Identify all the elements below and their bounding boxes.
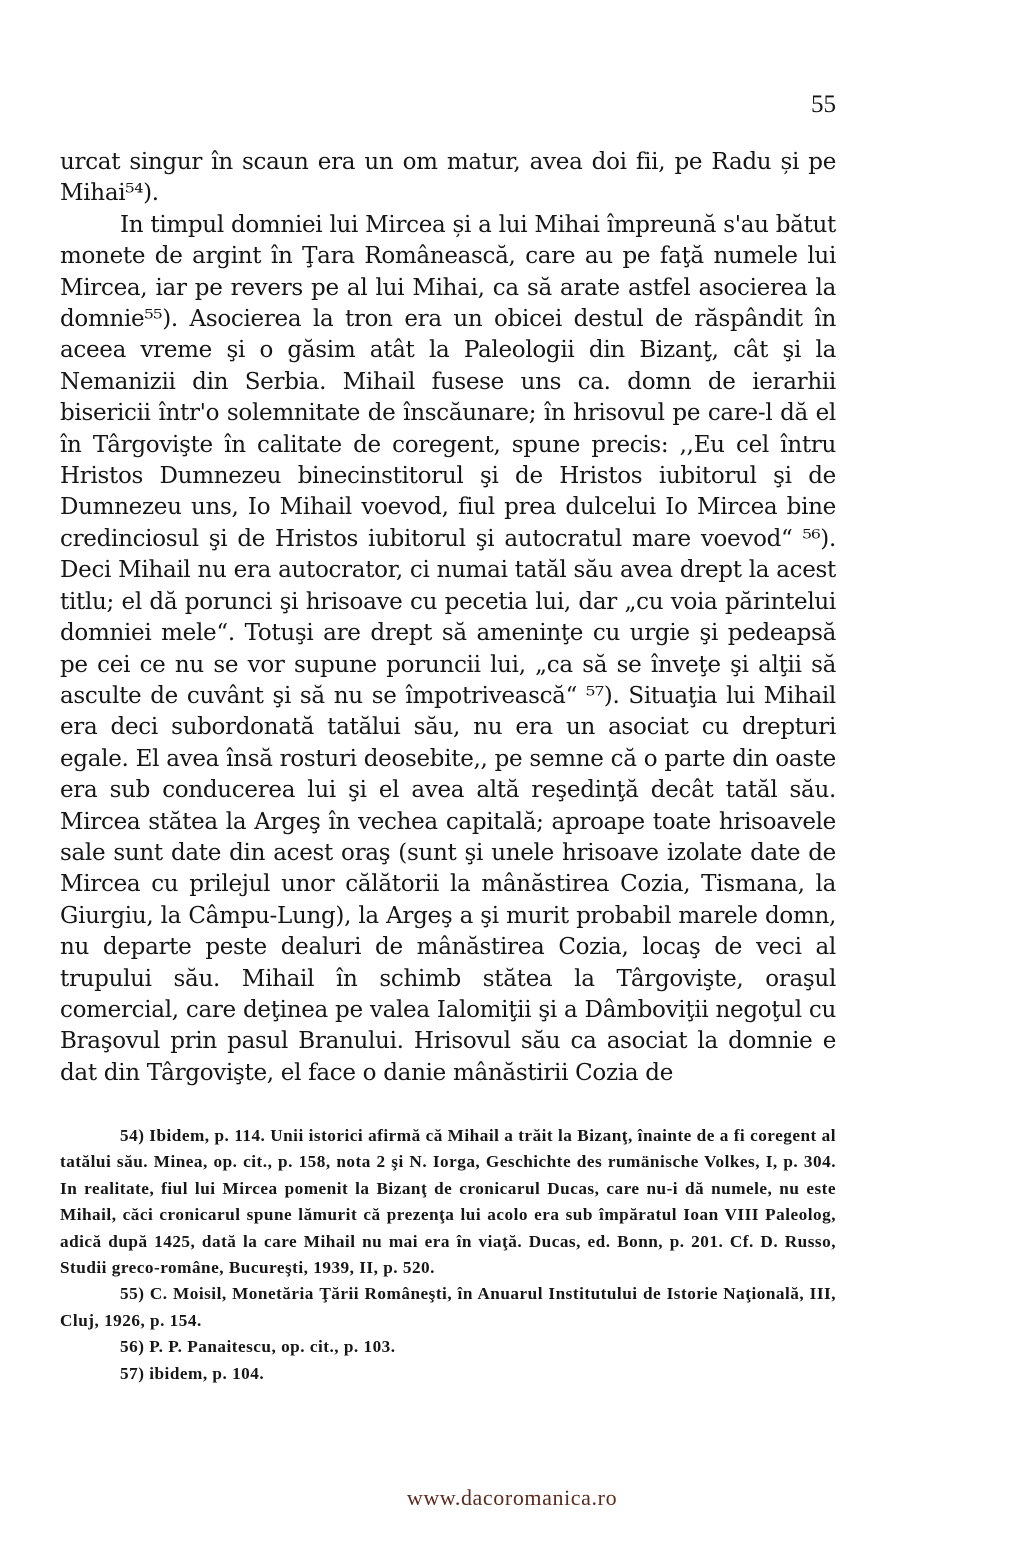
footnote-57: 57) ibidem, p. 104. — [120, 1363, 265, 1383]
footnote-54: 54) Ibidem, p. 114. Unii istorici afirmă că Mihail a trăit la Bizanţ, înainte de a fi coregent al tatălui său. Minea, op. cit., p. 158, nota 2 şi N. Iorga, Geschichte des rumänische Volkes, I, p. 304. In realitate, fiul lui Mircea pomenit la Bizanţ de cronicarul Ducas, care nu-i dă numele, nu este Mihail, căci cronicarul spune lămurit că prezenţa lui acolo era sub împăratul Ioan VIII Paleolog, adică după 1425, dată la care Mihail nu mai era în viaţă. Ducas, ed. Bonn, p. 201. Cf. D. Russo, Studii greco-române, Bucureşti, 1939, II, p. 520. — [60, 1126, 836, 1278]
page-number: 55 — [811, 91, 836, 118]
paragraph-continuation: urcat singur în scaun era un om matur, avea doi fii, pe Radu și pe Mihai⁵⁴). — [60, 149, 836, 207]
footnotes — [60, 1123, 836, 1387]
footnote-56: 56) P. P. Panaitescu, op. cit., p. 103. — [120, 1337, 396, 1357]
body-text — [60, 147, 836, 1089]
footnote-55: 55) C. Moisil, Monetăria Ţării Româneşti, în Anuarul Institutului de Istorie Naţională, III, Cluj, 1926, p. 154. — [60, 1284, 836, 1330]
paragraph-main: In timpul domniei lui Mircea și a lui Mihai împreună s'au bătut monete de argint în Ţara Românească, care au pe faţă numele lui Mircea, iar pe revers pe al lui Mihai, ca să arate astfel asocierea la domnie⁵⁵). Asocierea la tron era un obicei destul de răspândit în aceea vreme şi o găsim atât la Paleologii din Bizanţ, cât şi la Nemanizii din Serbia. Mihail fusese uns ca. domn de ierarhii bisericii într'o solemnitate de înscăunare; în hrisovul pe care-l dă el în Târgovişte în calitate de coregent, spune precis: ,,Eu cel întru Hristos Dumnezeu binecinstitorul şi de Hristos iubitorul şi de Dumnezeu uns, Io Mihail voevod, fiul prea dulcelui Io Mircea bine credinciosul şi de Hristos iubitorul şi autocratul mare voevod“ ⁵⁶). Deci Mihail nu era autocrator, ci numai tatăl său avea drept la acest titlu; el dă porunci şi hrisoave cu pecetia lui, dar „cu voia părintelui domniei mele“. Totuşi are drept să ameninţe cu urgie şi pedeapsă pe cei ce nu se vor supune poruncii lui, „ca să se înveţe şi alţii să asculte de cuvânt şi să nu se împotrivească“ ⁵⁷). Situaţia lui Mihail era deci subordonată tatălui său, nu era un asociat cu drepturi egale. El avea însă rosturi deosebite,, pe semne că o parte din oaste era sub conducerea lui şi el avea altă reşedinţă decât tatăl său. Mircea stătea la Argeş în vechea capitală; aproape toate hrisoavele sale sunt date din acest oraş (sunt şi unele hrisoave izolate date de Mircea cu prilejul unor călătorii la mânăstirea Cozia, Tismana, la Giurgiu, la Câmpu-Lung), la Argeş a şi murit probabil marele domn, nu departe peste dealuri de mânăstirea Cozia, locaş de veci al trupului său. Mihail în schimb stătea la Târgovişte, oraşul comercial, care deţinea pe valea Ialomiţii şi a Dâmboviţii negoţul cu Braşovul prin pasul Branului. Hrisovul său ca asociat la domnie e dat din Târgovişte, el face o danie mânăstirii Cozia de — [60, 211, 836, 1086]
watermark-url: www.dacoromanica.ro — [406, 1485, 618, 1510]
